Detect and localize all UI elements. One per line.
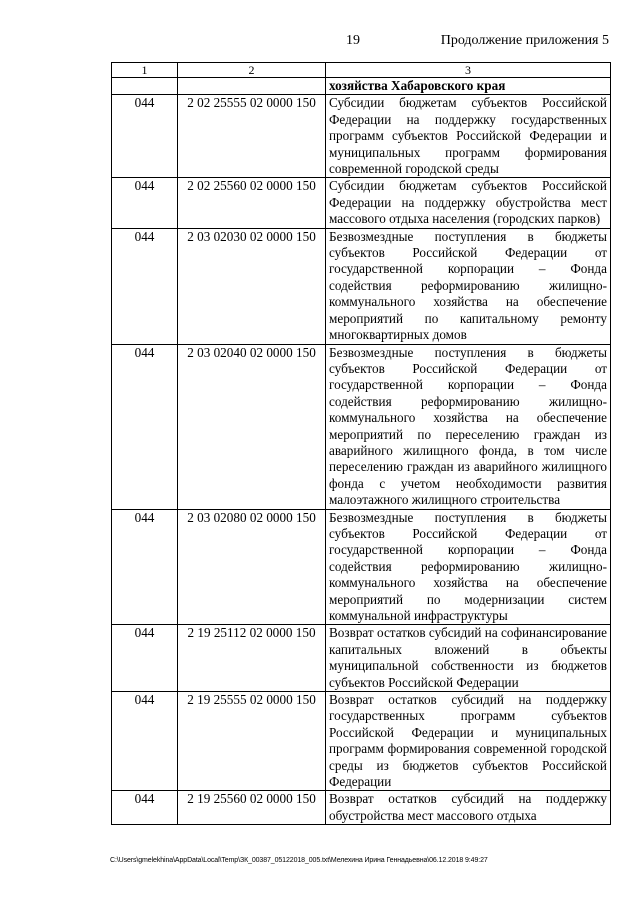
continued-row — [112, 78, 611, 95]
table-row — [112, 791, 611, 825]
description-cell: Безвозмездные поступления в бюджеты субъектов Российской Федерации от государственной корпорации – Фонда содействия реформированию жилищно-коммунального хозяйства на обеспечение мероприятий по капитальному ремонту многоквартирных домов — [326, 228, 611, 344]
column-header-1: 1 — [112, 63, 178, 78]
revenue-code-cell: 2 03 02030 02 0000 150 — [178, 228, 326, 344]
table-row — [112, 509, 611, 625]
table-row — [112, 344, 611, 509]
admin-code-cell: 044 — [112, 228, 178, 344]
empty-cell — [112, 78, 178, 95]
description-cell: Возврат остатков субсидий на поддержку государственных программ субъектов Российской Федерации и муниципальных программ формирования современной городской среды из бюджетов субъектов Российской Федерации — [326, 692, 611, 791]
description-cell: Возврат остатков субсидий на софинансирование капитальных вложений в объекты муниципальной собственности из бюджетов субъектов Российской Федерации — [326, 625, 611, 692]
revenue-code-cell: 2 19 25560 02 0000 150 — [178, 791, 326, 825]
admin-code-cell: 044 — [112, 95, 178, 178]
description-cell: Субсидии бюджетам субъектов Российской Федерации на поддержку государственных программ субъектов Российской Федерации и муниципальных программ формирования современной городской среды — [326, 95, 611, 178]
table-row — [112, 228, 611, 344]
admin-code-cell: 044 — [112, 178, 178, 228]
description-cell: Возврат остатков субсидий на поддержку обустройства мест массового отдыха — [326, 791, 611, 825]
description-cell: Субсидии бюджетам субъектов Российской Федерации на поддержку обустройства мест массового отдыха населения (городских парков) — [326, 178, 611, 228]
file-path-footer: C:\Users\gmelekhina\AppData\Local\Temp\ЗК_00387_05122018_005.txt\Мелехина Ирина Геннадьевна\06.12.2018 9:49:27 — [110, 857, 488, 864]
table-header-row — [112, 63, 611, 78]
admin-code-cell: 044 — [112, 625, 178, 692]
revenue-code-cell: 2 03 02040 02 0000 150 — [178, 344, 326, 509]
description-cell: Безвозмездные поступления в бюджеты субъектов Российской Федерации от государственной корпорации – Фонда содействия реформированию жилищно-коммунального хозяйства на обеспечение мероприятий по переселению граждан из аварийного жилищного фонда, в том числе переселению граждан из аварийного жилищного фонда с учетом необходимости развития малоэтажного жилищного строительства — [326, 344, 611, 509]
revenue-code-cell: 2 02 25560 02 0000 150 — [178, 178, 326, 228]
column-header-3: 3 — [326, 63, 611, 78]
table-body — [112, 95, 611, 825]
empty-cell — [178, 78, 326, 95]
table-row — [112, 692, 611, 791]
revenue-code-cell: 2 03 02080 02 0000 150 — [178, 509, 326, 625]
page-number: 19 — [346, 33, 360, 48]
admin-code-cell: 044 — [112, 344, 178, 509]
admin-code-cell: 044 — [112, 692, 178, 791]
continued-text: хозяйства Хабаровского края — [326, 78, 611, 95]
revenue-code-cell: 2 02 25555 02 0000 150 — [178, 95, 326, 178]
table-row — [112, 95, 611, 178]
column-header-2: 2 — [178, 63, 326, 78]
continuation-label: Продолжение приложения 5 — [440, 33, 609, 48]
table-row — [112, 178, 611, 228]
revenue-code-cell: 2 19 25555 02 0000 150 — [178, 692, 326, 791]
revenue-code-cell: 2 19 25112 02 0000 150 — [178, 625, 326, 692]
admin-code-cell: 044 — [112, 791, 178, 825]
codes-table — [111, 62, 611, 825]
admin-code-cell: 044 — [112, 509, 178, 625]
description-cell: Безвозмездные поступления в бюджеты субъектов Российской Федерации от государственной корпорации – Фонда содействия реформированию жилищно-коммунального хозяйства на обеспечение мероприятий по модернизации систем коммунальной инфраструктуры — [326, 509, 611, 625]
table-row — [112, 625, 611, 692]
